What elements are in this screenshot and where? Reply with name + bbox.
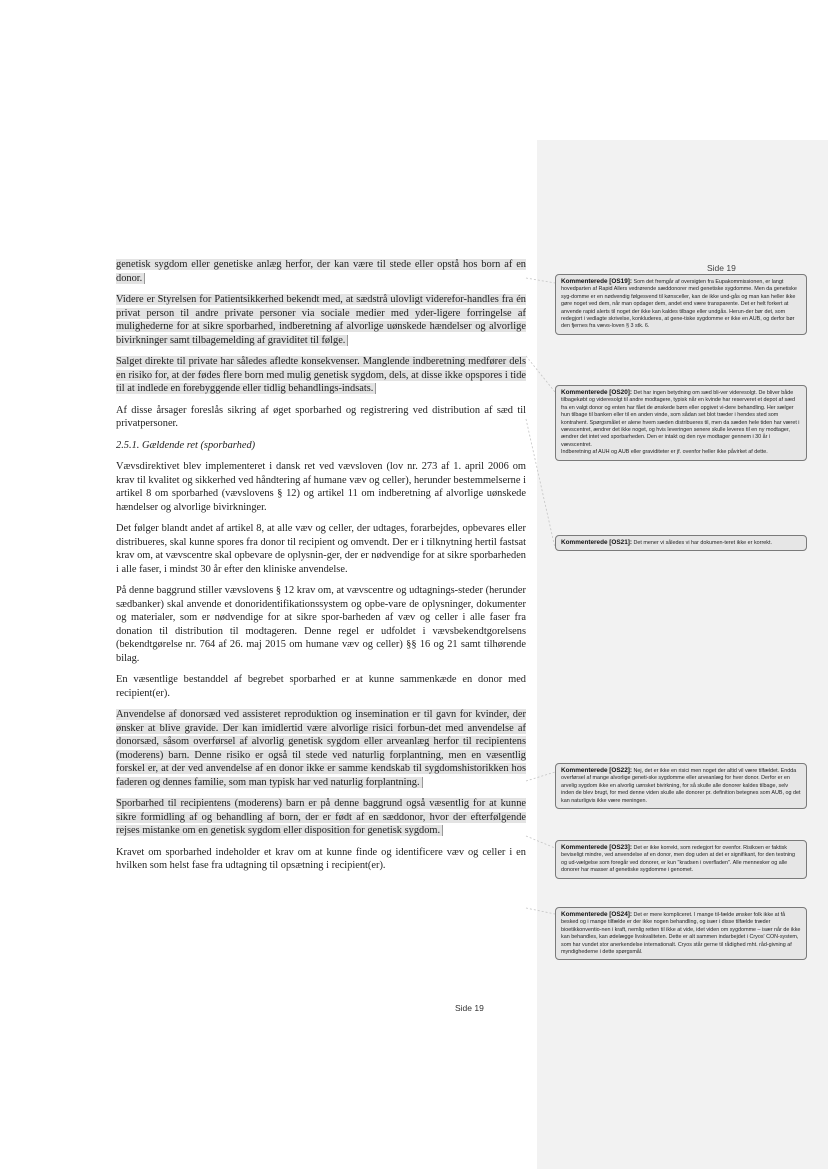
comment-os23[interactable]	[555, 840, 807, 879]
highlighted-text-os24[interactable]: Sporbarhed til recipientens (moderens) barn er på denne baggrund også væsentlig for at kunne sikre formidling af og behandling af born, der er født af en sæddonor, hvor der efterfølgende rejses mistanke om en genetisk sygdom eller disposition for genetisk sygdom.	[116, 798, 526, 836]
comment-os22[interactable]	[555, 763, 807, 809]
comment-text: Det er ikke korrekt, som redegjort for ovenfor. Risikoen er faktisk beviseligt mindre, ved anvendelse af en donor, men dog uden at det er signifikant, for den testning og ud-vælgelse som foregår ved donorer, er kun "kradsen i overfladen". Alle mennesker og alle donorer har masser af genetiske sygdomme i genomet.	[561, 845, 796, 874]
comment-text-extra: Indberetning af AUH og AUB eller graviditeter er jf. ovenfor heller ikke påvirket af dette.	[561, 449, 768, 456]
page-number: Side 19	[455, 1003, 484, 1013]
comment-label: Kommenterede [OS24]:	[561, 911, 633, 918]
section-heading: 2.5.1. Gældende ret (sporbarhed)	[116, 439, 256, 451]
comment-text: Som det fremgår af oversigten fra Eupakommissionen, er langt hovedparten af Rapid Allers vedrørende sæddonorer med genetiske sygdomme. Men da genetiske syg-domme er en nødvendig følgesvend til kønsceller, kan de ikke und-gås og man kan heller ikke gøre noget ved dem, når man opdager dem, andet end være transparente. Det er helt forkert at anvende rapid alerts til noget der ikke kan kaldes tilbage eller undgås. Herun-der bør det, som redegjort i vedlagte skrivelse, konkluderes, at gene-tiske sygdomme er ikke en AUB, og derfor bør den fjernes fra vævs-loven § 3 stk. 6.	[561, 279, 797, 330]
paragraph: Af disse årsager foreslås sikring af øget sporbarhed og registrering ved distribution af sæd til privatpersoner.	[116, 404, 526, 429]
paragraph: På denne baggrund stiller vævslovens § 12 krav om, at vævscentre og udtagnings-steder (herunder sædbanker) skal anvende et donoridentifikationssystem og opbe-vare de oplysninger, dokumenter og materialer, som er nødvendige for at sikre spor-barheden af væv og celler i alle faser fra donation til distribution til modtageren. Denne regel er udfoldet i vævsbekendtgorelsens (bekendtgørelse nr. 764 af 26. maj 2015 om humane væv og celler) §§ 16 og 21 samt tilhørende bilag.	[116, 585, 526, 664]
paragraph: Vævsdirektivet blev implementeret i dansk ret ved vævsloven (lov nr. 273 af 1. april 2006 om krav til kvalitet og sikkerhed ved håndtering af humane væv og celler), herunder bestemmelserne i artikel 8 om sporbarhed (vævslovens § 12) og artikel 11 om indberetning af alvorlige uønskede hændelser og alvorlige bivirkninger.	[116, 461, 526, 513]
margin-page-label: Side 19	[707, 263, 736, 273]
document-body	[116, 258, 526, 881]
comment-label: Kommenterede [OS23]:	[561, 844, 633, 851]
highlighted-text-os22-os23[interactable]: Anvendelse af donorsæd ved assisteret reproduktion og insemination er til gavn for kvinder, der ønsker at blive gravide. Der kan imidlertid være alvorlige risici forbun-det med anvendelse af donorsæd, såsom overførsel af alvorlig genetisk sygdom eller arveanlæg herfor til recipientens (moderens) barn. Denne risiko er også til stede ved naturlig forplantning, men en væsentlig forskel er, at der ved anvendelse af en donor ikke er samme kendskab til sygdomshistorikken hos faderen og dennes familie, som man typisk har ved naturlig forplantning.	[116, 709, 526, 788]
comment-text: Nej, det er ikke en risici men noget der altid vil være tilfældet. Endda overførsel af mange alvorlige geneti-ske sygdomme eller arveanlæg for hver donor. Derfor er en arvelig sygdom ikke en alvorlig uønsket bivirkning, for så skulle alle donorer kaldes tilbage, selv inden de blev brugt, for med denne viden skulle alle donorer pr. definition betegnes som AUB, og det kan naturligvis ikke være meningen.	[561, 768, 801, 804]
comment-label: Kommenterede [OS21]:	[561, 539, 633, 546]
paragraph: Kravet om sporbarhed indeholder et krav om at kunne finde og identificere væv og celler i en hvilken som helst fase fra udtagning til opsætning i recipient(er).	[116, 846, 526, 871]
comment-os19[interactable]	[555, 274, 807, 335]
comment-text: Det mener vi således vi har dokumen-teret ikke er korrekt.	[633, 540, 772, 546]
comment-label: Kommenterede [OS20]:	[561, 389, 633, 396]
paragraph: Det følger blandt andet af artikel 8, at alle væv og celler, der udtages, forarbejdes, opbevares eller distribueres, skal kunne spores fra donor til recipient og omvendt. Der er i tilknytning hertil fastsat krav om, at vævscentre skal opbevare de oplysnin-ger, der er nødvendige for at sikre sporbarheden i alle faser, i mindst 30 år efter den kliniske anvendelse.	[116, 523, 526, 575]
comment-text: Det har ingen betydning om sæd bli-ver videresolgt. De bliver både tilbagekøbt og videresolgt til andre modtagere, typisk når en kvinde har reserveret et depot af sæd fra en valgt donor og enten har fået de ønskede børn eller opgivet vi-dere behandling. Her sælger hun tilbage til banken eller til en anden vinde, som sådan set blot træder i hendes sted som kontrahent. Spørgsmålet er alene hvem sæden distribueres til, men da sæden hele tiden har været i vævscentret, ændrer det ikke noget, og hvis leveringen senere skulle leveres til en ny modtager, ændrer det intet ved sporbarheden. Den er intakt og den nye modtager gennem i 30 år i vævscentret.	[561, 390, 800, 448]
comment-label: Kommenterede [OS22]:	[561, 767, 633, 774]
comment-text: Det er mere kompliceret. I mange til-fælde ønsker folk ikke at få besked og i mange tilfælde er der ikke nogen behandling, og især i disse tilfælde træder bioetikkonventio-nen i kraft, nemlig retten til ikke at vide, idet viden om sygdomme – især når de ikke kan behandles, kan ødelægge livskvaliteten. Dette er alt sammen indarbejdet i Cryos' CON-system, som har vundet stor anerkendelse internationalt. Cryos står gerne til rådighed mht. råd-givning af myndighederne i dette spørgsmål.	[561, 912, 801, 956]
highlighted-text-os20[interactable]: Videre er Styrelsen for Patientsikkerhed bekendt med, at sædstrå ulovligt viderefor-handles fra én privat person til andre private personer via sociale medier med yder-ligere forringelse af mulighederne for at sikre sporbarhed, indberetning af alvorlige uønskede hændelser og alvorlige bivirkninger samt tilbagemelding af graviditet til følge.	[116, 294, 526, 346]
comment-os24[interactable]	[555, 907, 807, 960]
comment-label: Kommenterede [OS19]:	[561, 278, 633, 285]
paragraph: En væsentlige bestanddel af begrebet sporbarhed er at kunne sammenkæde en donor med recipient(er).	[116, 674, 526, 699]
comment-os21[interactable]	[555, 535, 807, 551]
comment-os20[interactable]	[555, 385, 807, 461]
highlighted-text-os19[interactable]: genetisk sygdom eller genetiske anlæg herfor, der kan være til stede eller opstå hos born af en donor.	[116, 259, 526, 284]
highlighted-text-os21[interactable]: Salget direkte til private har således afledte konsekvenser. Manglende indberetning medfører dels en risiko for, at der fødes flere born med mulig genetisk sygdom, dels, at disse ikke opspores i tide til at indlede en forebyggende eller tidlig behandlings-indsats.	[116, 356, 526, 394]
